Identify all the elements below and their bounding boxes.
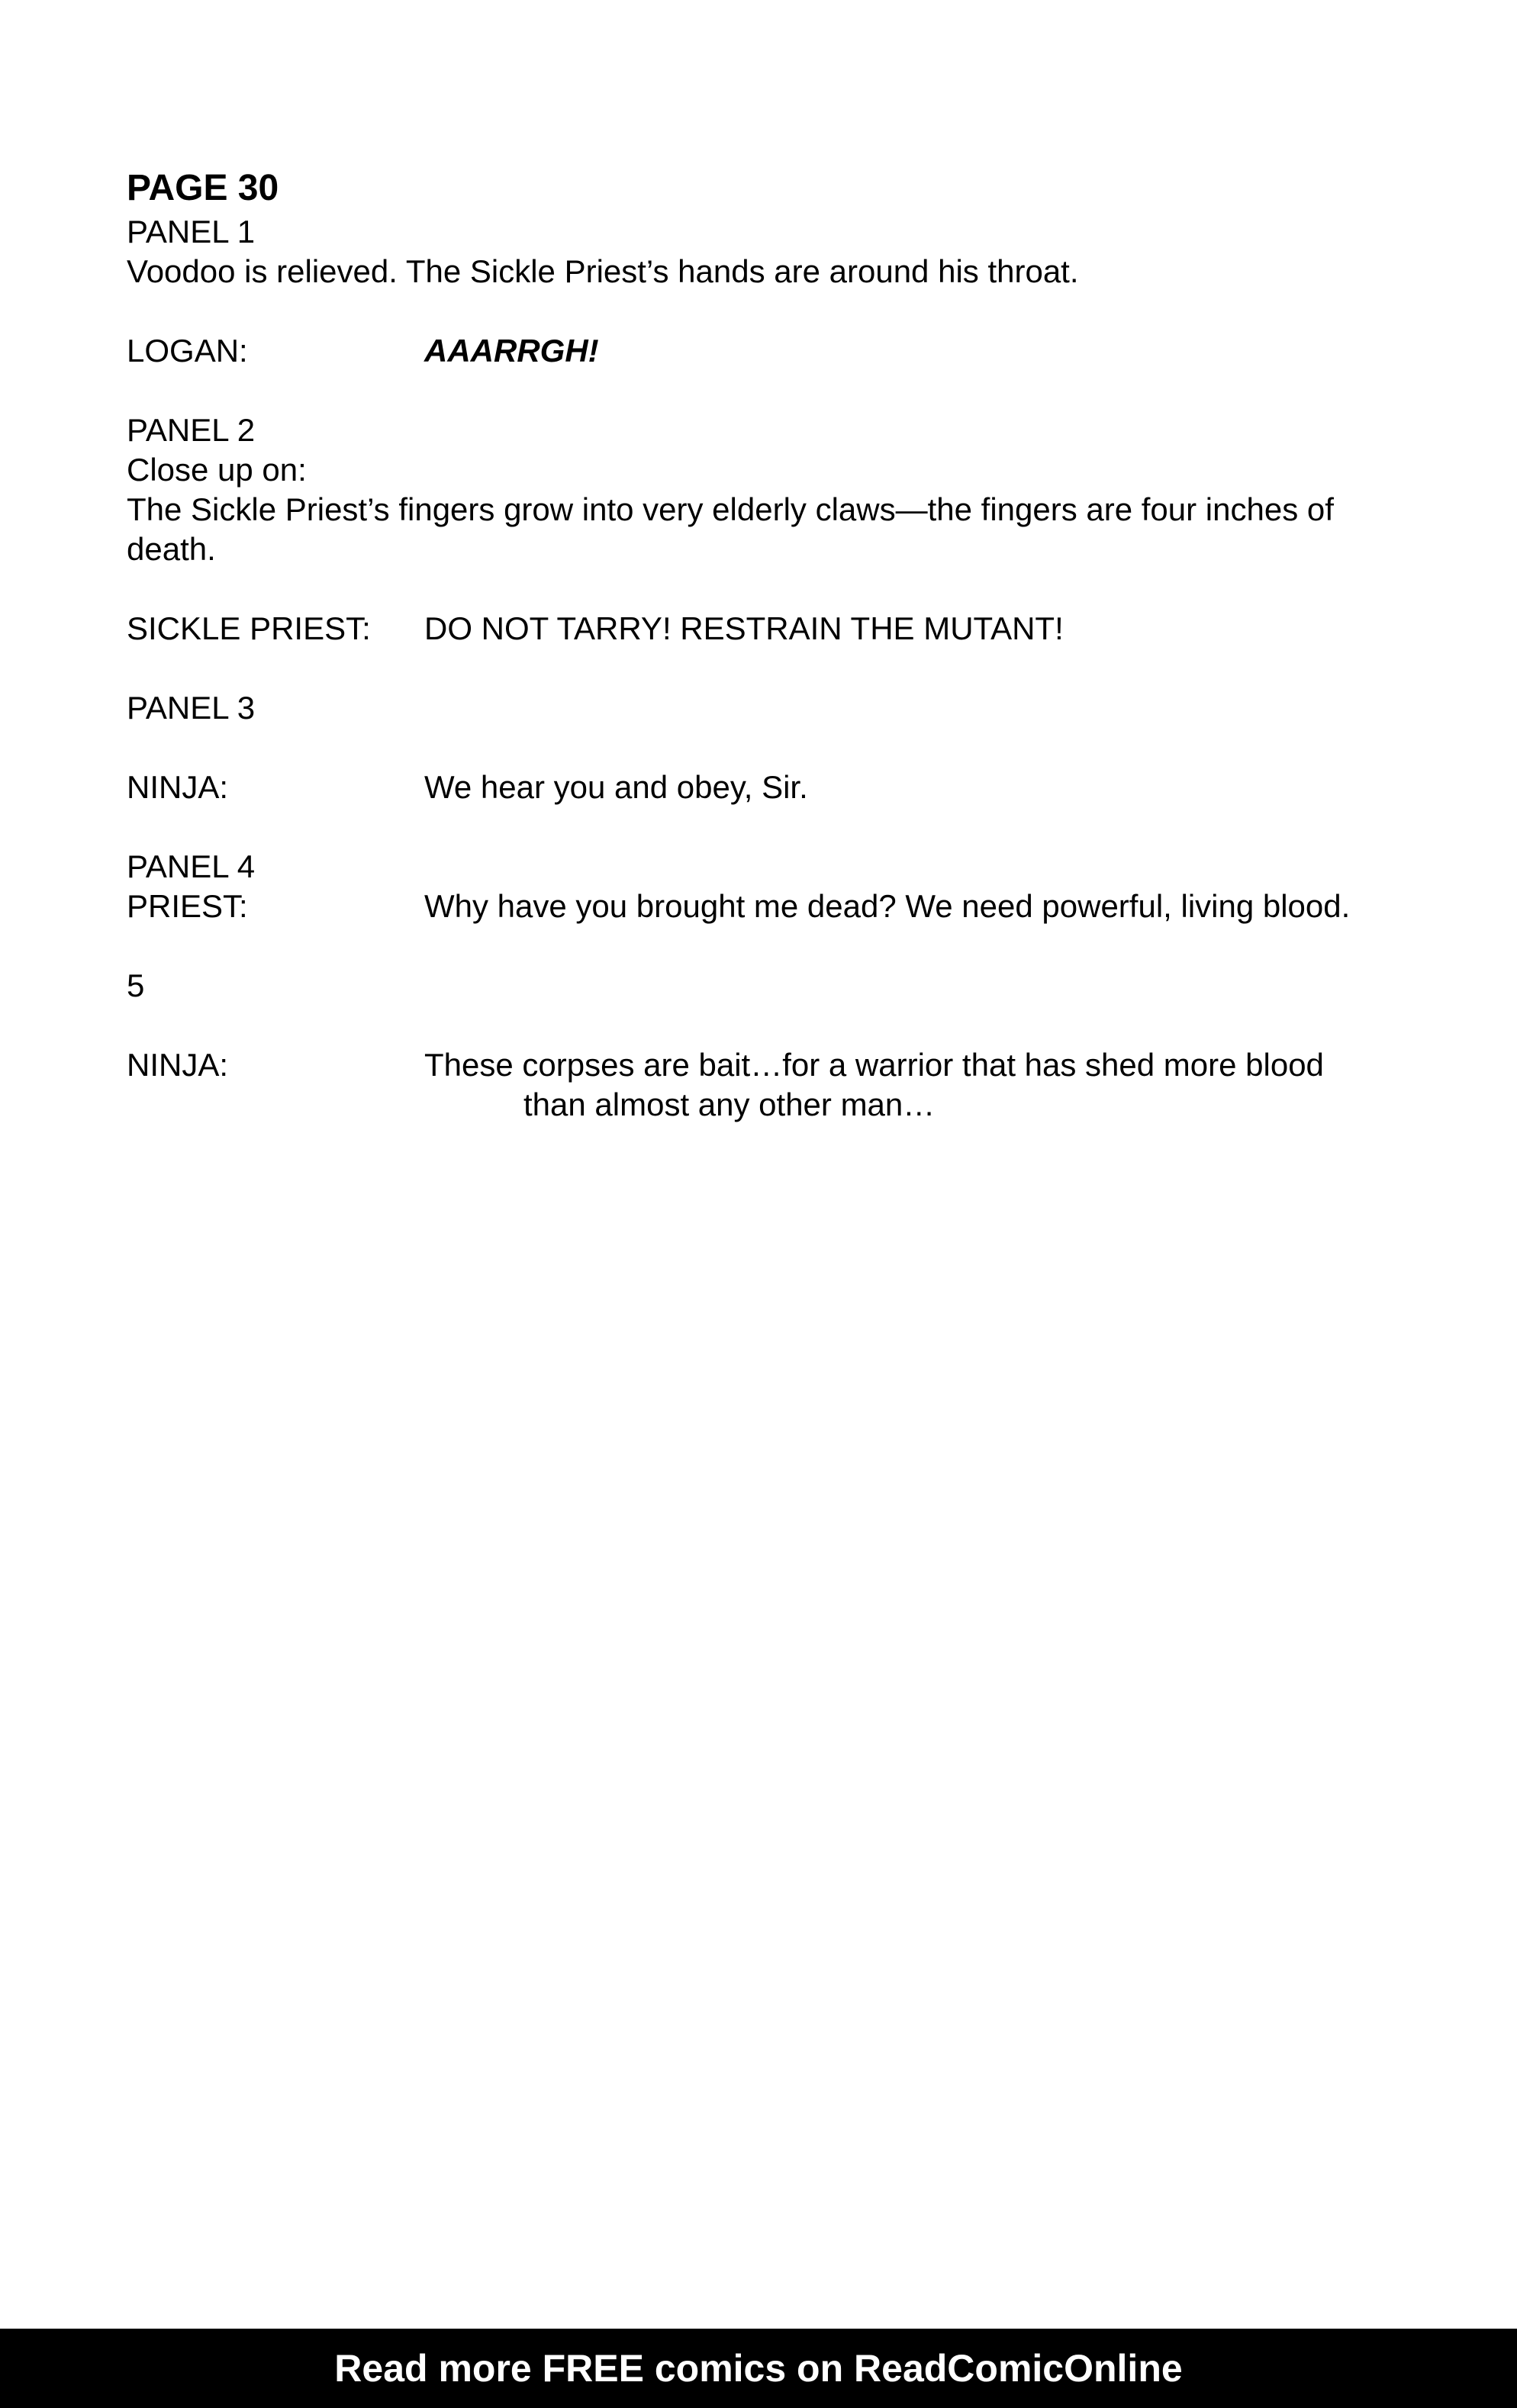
footer-banner bbox=[0, 2329, 1517, 2408]
panel-2-label: PANEL 2 bbox=[127, 412, 256, 448]
panel-3-label: PANEL 3 bbox=[127, 690, 256, 726]
dialogue-ninja-2 bbox=[424, 1045, 1393, 1125]
dialogue-priest: Why have you brought me dead? We need powerful, living blood. bbox=[424, 888, 1351, 924]
panel-5-label: 5 bbox=[127, 967, 145, 1003]
dialogue-ninja: We hear you and obey, Sir. bbox=[424, 769, 808, 805]
dialogue-ninja-2-line-2: than almost any other man… bbox=[523, 1086, 936, 1122]
page-heading: PAGE 30 bbox=[127, 168, 279, 208]
panel-2-intro: Close up on: bbox=[127, 452, 307, 488]
panel-2-description: The Sickle Priest’s fingers grow into very elderly claws—the fingers are four inches of death. bbox=[127, 491, 1334, 567]
speaker-ninja: NINJA: bbox=[127, 769, 229, 805]
dialogue-ninja-2-line-1: These corpses are bait…for a warrior that has shed more blood bbox=[424, 1047, 1324, 1083]
footer-promo-link[interactable]: Read more FREE comics on ReadComicOnline bbox=[334, 2347, 1183, 2390]
dialogue-logan: AAARRGH! bbox=[424, 333, 599, 369]
speaker-ninja-2: NINJA: bbox=[127, 1047, 229, 1083]
dialogue-sickle-priest: DO NOT TARRY! RESTRAIN THE MUTANT! bbox=[424, 610, 1064, 646]
speaker-logan: LOGAN: bbox=[127, 333, 248, 369]
speaker-priest: PRIEST: bbox=[127, 888, 248, 924]
panel-1-description: Voodoo is relieved. The Sickle Priest’s hands are around his throat. bbox=[127, 253, 1079, 289]
panel-1-label: PANEL 1 bbox=[127, 214, 256, 249]
panel-4-label: PANEL 4 bbox=[127, 848, 256, 884]
speaker-sickle-priest: SICKLE PRIEST: bbox=[127, 610, 371, 646]
